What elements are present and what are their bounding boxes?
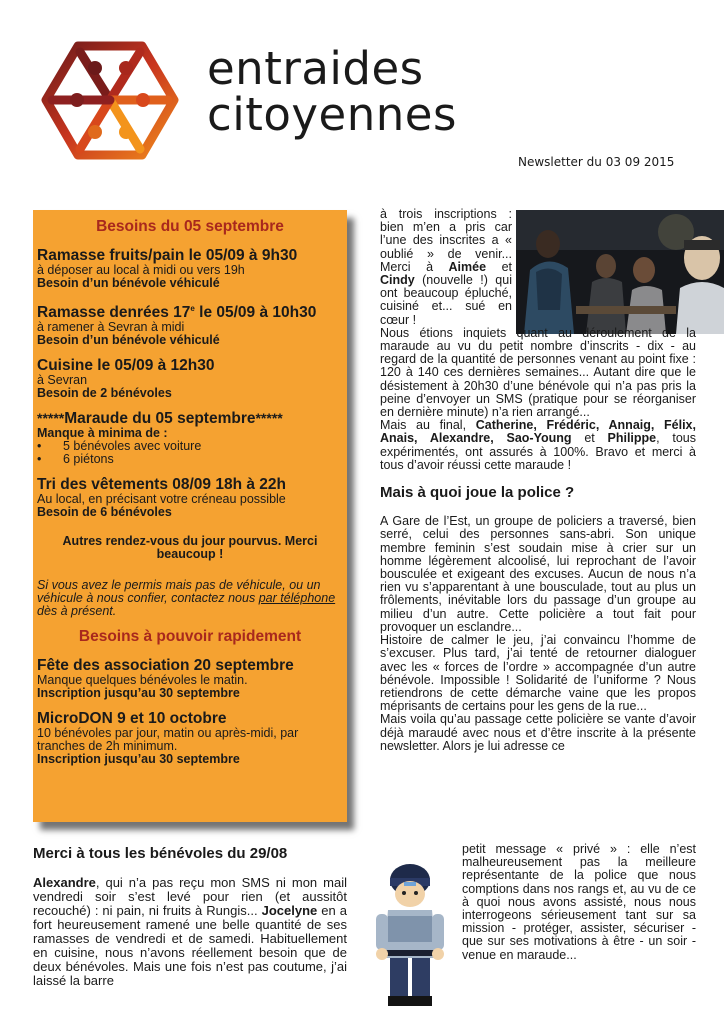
- maraude-head: [37, 410, 343, 427]
- bullet-text: 6 piétons: [63, 452, 114, 467]
- thanks-paragraph: [33, 876, 347, 988]
- police-toy-figure: [370, 860, 450, 1010]
- name-philippe: Philippe: [607, 431, 657, 446]
- stars-left: *****: [37, 410, 65, 427]
- final-paragraph: [380, 419, 696, 472]
- need-item-detail: à ramener à Sevran à midi: [37, 320, 185, 335]
- newsletter-date: Newsletter du 03 09 2015: [518, 155, 675, 169]
- need-item-head: [37, 300, 343, 321]
- intro-text-3: (nouvelle !) qui ont beaucoup épluché, cuisiné et... sué en cœur !: [380, 273, 512, 327]
- maraude-bullets: [37, 440, 343, 466]
- thanks-heading: Merci à tous les bénévoles du 29/08: [33, 845, 288, 862]
- list-item: [37, 453, 343, 466]
- need-item-head-b: le 05/09 à 10h30: [194, 304, 317, 322]
- permit-end: dès à présent.: [37, 604, 117, 619]
- final-text-c: , tous expérimentés, ont assurés à 100%. Bravo et merci à tous d’avoir réussi cette maraude !: [380, 431, 697, 472]
- police-paragraph-2: Histoire de calmer le jeu, j’ai convaincu l’homme de s’excuser. Plus tard, j’ai tenté de retourner dialoguer avec les « forces de l’ordre » accompagnée d’un autre bénévole. Impossible ! Solidarité de l’uniforme ? Nous retiendrons de cette démarche vaine que les propos méprisants de certains pour les gens de la rue...: [380, 633, 696, 714]
- name-jocelyne: Jocelyne: [261, 903, 318, 918]
- intro-text-1: à trois inscriptions : bien m’en a pris car l’une des inscrites a « oublié » de venir... Merci à: [380, 207, 512, 274]
- right-column: [380, 208, 696, 753]
- needs-box: [33, 210, 347, 822]
- need-item: [37, 657, 343, 700]
- tri-need: Besoin de 6 bénévoles: [37, 505, 172, 520]
- police-message: petit message « privé » : elle n’est malheureusement pas la meilleure représentante de la police que nous comptions dans nos rangs et, au vu de ce à quoi nous avons assisté, nous nous interrogeons sérieusement tant sur sa mission - protéger, assister, sécuriser - que sur ses motivations à être - un soir - venue en maraude...: [462, 842, 696, 962]
- permit-text: Si vous avez le permis mais pas de véhicule, ou un véhicule à nous confier, contactez nous: [37, 578, 321, 606]
- maraude-need: Manque à minima de :: [37, 426, 168, 441]
- need-item-detail: à déposer au local à midi ou vers 19h: [37, 263, 245, 277]
- police-paragraph-3: Mais voila qu’au passage cette policière se vante d’avoir déjà maraudé avec nous et d’être inscrite à la présente newsletter. Alors je lui adresse ce: [380, 712, 696, 753]
- thanks-text-2: en a fort heureusement ramené une belle quantité de ses ramasses de vendredi et de samedi. Habituellement en cuisine, nous n’avons réellement besoin que de deux bénévoles. Mais une fois n’est pas coutume, j’ai laissé la barre: [33, 903, 347, 988]
- need-item-need: Besoin d’un bénévole véhiculé: [37, 276, 220, 290]
- stars-right: *****: [255, 410, 283, 427]
- needs-title: Besoins du 05 septembre: [96, 218, 284, 235]
- bullet-icon: •: [37, 452, 42, 467]
- bullet-icon: •: [37, 439, 42, 454]
- need-item-need: Inscription jusqu’au 30 septembre: [37, 686, 240, 701]
- need-item: [37, 357, 343, 400]
- brand-line-1: entraides: [207, 42, 424, 95]
- final-text-b: et: [571, 431, 608, 446]
- need-item-detail: 10 bénévoles par jour, matin ou après-midi, par tranches de 2h minimum.: [37, 726, 299, 754]
- tri-detail: Au local, en précisant votre créneau possible: [37, 492, 286, 507]
- need-item-head: Fête des association 20 septembre: [37, 657, 294, 675]
- tri-head: Tri des vêtements 08/09 18h à 22h: [37, 476, 286, 494]
- maraude-title: Maraude du 05 septembre: [64, 410, 256, 428]
- people-circle-logo: [40, 38, 180, 163]
- police-paragraph-1: A Gare de l’Est, un groupe de policiers a traversé, bien serré, celui des personnes sans-abri. Son unique membre feminin s’est soudain mise à crier sur un homme légèrement alcoolisé, lui reprochant de l’avoir bousculée et exigeant des excuses. Aucun de nous n’a rien vu s’apparentant à une bousculade, tout au plus un frôlements, inévitable lors du passage d’un groupe au milieu d’un autre. Cette policière a tout fait pour provoquer un esclandre...: [380, 514, 696, 634]
- name-alexandre: Alexandre: [33, 875, 96, 890]
- name-cindy: Cindy: [380, 273, 415, 288]
- need-item-need: Besoin de 2 bénévoles: [37, 386, 172, 401]
- tri-item: [37, 476, 343, 519]
- need-item: [37, 300, 343, 347]
- need-item-head-sup: e: [190, 304, 195, 313]
- need-item: [37, 247, 343, 290]
- police-heading: Mais à quoi joue la police ?: [380, 484, 575, 502]
- brand-title: [207, 42, 457, 141]
- other-appointments: [37, 535, 343, 561]
- brand-line-2: citoyennes: [207, 88, 457, 141]
- other-line-1: Autres rendez-vous du jour pourvus.: [62, 534, 282, 549]
- need-item-head: MicroDON 9 et 10 octobre: [37, 710, 227, 728]
- need-item: [37, 710, 343, 766]
- maraude-item: [37, 410, 343, 466]
- thanks-section: [33, 847, 347, 988]
- intro-paragraph: [380, 208, 512, 327]
- final-text-a: Mais au final,: [380, 418, 476, 433]
- need-item-head-a: Ramasse denrées 17: [37, 304, 191, 322]
- volunteer-names: Catherine, Frédéric, Annaig, Félix, Anais, Alexandre, Sao-Young: [380, 418, 696, 446]
- phone-link[interactable]: par téléphone: [258, 591, 336, 606]
- need-item-head: Cuisine le 05/09 à 12h30: [37, 357, 215, 375]
- bullet-text: 5 bénévoles avec voiture: [63, 439, 202, 454]
- need-item-detail: à Sevran: [37, 373, 88, 388]
- permit-note: [37, 579, 343, 618]
- need-item-detail: Manque quelques bénévoles le matin.: [37, 673, 248, 688]
- intro-text-2: et: [486, 259, 512, 274]
- name-aimee: Aimée: [448, 259, 487, 274]
- need-item-need: Besoin d’un bénévole véhiculé: [37, 333, 220, 348]
- thanks-text-1: , qui n’a pas reçu mon SMS ni mon mail vendredi soir s’est levé pour rien (et aussitôt recouché) : ni pain, ni fruits à Rungis...: [33, 875, 347, 918]
- needs-title-2: Besoins à pouvoir rapidement: [78, 628, 302, 646]
- other-line-2: Merci beaucoup !: [156, 534, 318, 562]
- need-item-head: Ramasse fruits/pain le 05/09 à 9h30: [37, 247, 298, 264]
- maraude-paragraph: Nous étions inquiets quant au déroulement de la maraude au vu du petit nombre d’inscrits - dix - au regard de la quantité de personnes venant au point fixe : 120 à 140 ces dernières semaines... Autant dire que le désistement à 20h30 d’une bénévole qui n’a pas pris la peine d’envoyer un SMS (pratique pour se réorganiser en dernière minute) n’a rien arrangé...: [380, 325, 696, 420]
- need-item-need: Inscription jusqu’au 30 septembre: [37, 752, 240, 767]
